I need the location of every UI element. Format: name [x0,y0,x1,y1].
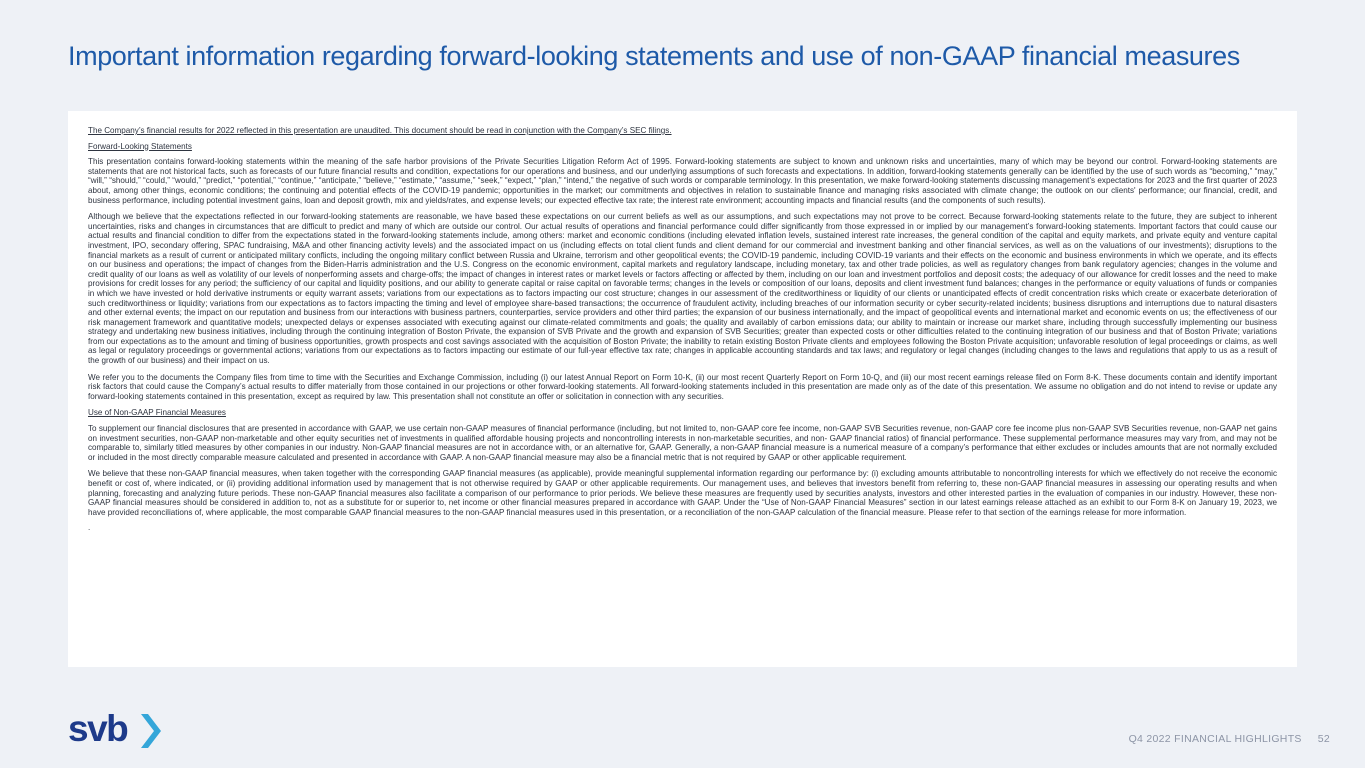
forward-looking-heading: Forward-Looking Statements [88,141,192,151]
forward-looking-paragraph-2: Although we believe that the expectations reflected in our forward-looking statements are reasonable, we have based these expectations on our current beliefs as well as our assumptions, and such expectations may not prove to be correct. Because forward-looking statements relate to the future, they are subject to inherent uncertainties, risks and changes in circumstances that are difficult to predict and many of which are outside our control. Our actual results of operations and financial performance could differ significantly from those expressed in or implied by our management’s forward-looking statements. Important factors that could cause our actual results and financial condition to differ from the expectations stated in the forward-looking statements include, among others: market and economic conditions (including elevated inflation levels, sustained interest rate increases, the general condition of the capital and equity markets, and private equity and venture capital investment, IPO, secondary offering, SPAC fundraising, M&A and other financing activity levels) and the associated impact on us (including effects on total client funds and client demand for our commercial and investment banking and other financial services, as well as on the valuations of our investments); disruptions to the financial markets as a result of current or anticipated military conflicts, including the ongoing military conflict between Russia and Ukraine, terrorism and other geopolitical events; the COVID-19 pandemic, including COVID-19 variants and their effects on the economic and business environments in which we operate, and its effects on our business and operations; the impact of changes from the Biden-Harris administration and the U.S. Congress on the economic environment, capital markets and regulatory landscape, including monetary, tax and other trade policies, as well as regulatory changes from bank regulatory agencies; changes in the volume and credit quality of our loans as well as volatility of our levels of nonperforming assets and charge-offs; the impact of changes in interest rates or market levels or factors affecting or affected by them, including on our loan and investment portfolios and deposit costs; the adequacy of our allowance for credit losses and the need to make provisions for credit losses for any period; the sufficiency of our capital and liquidity positions, and our ability to generate capital or raise capital on favorable terms; changes in the levels or composition of our loans, deposits and client investment fund balances; changes in the performance or equity valuations of funds or companies in which we have invested or hold derivative instruments or equity warrant assets; variations from our expectations as to factors impacting our cost structure; changes in our assessment of the creditworthiness or liquidity of our clients or unanticipated effects of credit concentration risks which create or exacerbate deterioration of such creditworthiness or liquidity; variations from our expectations as to factors impacting the timing and level of employee share-based transactions; the occurrence of fraudulent activity, including breaches of our information security or cyber security-related incidents; business disruptions and interruptions due to natural disasters and other external events; the impact on our reputation and business from our interactions with business partners, counterparties, service providers and other third parties; the expansion of our business internationally, and the impact of geopolitical events and international market and economic events on us; the effectiveness of our risk management framework and quantitative models; unexpected delays or expenses associated with executing against our climate-related commitments and goals; the quality and availably of carbon emissions data; our ability to maintain or increase our market share, including through successfully implementing our business strategy and undertaking new business initiatives, including through the continuing integration of Boston Private, the expansion of SVB Private and the growth and expansion of SVB Securities; greater than expected costs or other difficulties related to the continuing integration of our business and that of Boston Private; variations from our expectations as to the amount and timing of business opportunities, growth prospects and cost savings associated with the acquisition of Boston Private; the inability to retain existing Boston Private clients and employees following the Boston Private acquisition; unfavorable resolution of legal proceedings or claims, as well as legal or regulatory proceedings or governmental actions; variations from our expectations as to factors impacting our estimate of our full-year effective tax rate; changes in applicable accounting standards and tax laws; and regulatory or legal changes (including changes to the laws and regulations that apply to us as a result of the growth of our business) and their impact on us. [88,212,1277,366]
intro-note: The Company’s financial results for 2022 reflected in this presentation are unaudited. This document should be read in conjunction with the Company’s SEC filings. [88,126,672,135]
logo-text: svb [68,710,128,749]
chevron-right-icon [141,714,161,748]
svb-logo [68,710,164,752]
page-number: 52 [1317,733,1330,745]
trailing-mark: . [88,523,91,533]
disclaimer-panel [68,111,1297,667]
forward-looking-paragraph-3: We refer you to the documents the Company files from time to time with the Securities and Exchange Commission, including (i) our latest Annual Report on Form 10-K, (ii) our most recent Quarterly Report on Form 10-Q, and (iii) our most recent earnings release filed on Form 8-K. These documents contain and identify important risk factors that could cause the Company’s actual results to differ materially from those contained in our projections or other forward-looking statements. All forward-looking statements included in this presentation are made only as of the date of this presentation. We assume no obligation and do not intend to revise or update any forward-looking statements contained in this presentation, except as required by law. This presentation shall not constitute an offer or solicitation in connection with any securities. [88,372,1277,401]
slide-footer [1000,733,1330,745]
non-gaap-paragraph-1: To supplement our financial disclosures that are presented in accordance with GAAP, we use certain non-GAAP measures of financial performance (including, but not limited to, non-GAAP core fee income, non-GAAP SVB Securities revenue, non-GAAP core fee income plus non-GAAP SVB Securities revenue, non-GAAP net gains on investment securities, non-GAAP non-marketable and other equity securities net of investments in qualified affordable housing projects and noncontrolling interests in non-marketable securities, and non- GAAP financial ratios) of financial performance. These supplemental performance measures may vary from, and may not be comparable to, similarly titled measures by other companies in our industry. Non-GAAP financial measures are not in accordance with, or an alternative for, GAAP. Generally, a non-GAAP financial measure is a numerical measure of a company’s performance that either excludes or includes amounts that are not normally excluded or included in the most directly comparable measure calculated and presented in accordance with GAAP. A non-GAAP financial measure may also be a financial metric that is not required by GAAP or other applicable requirement. [88,424,1277,462]
page-title: Important information regarding forward-looking statements and use of non-GAAP financial measures [68,41,1240,71]
footer-label: Q4 2022 FINANCIAL HIGHLIGHTS [1128,733,1302,745]
forward-looking-paragraph-1: This presentation contains forward-looking statements within the meaning of the safe harbor provisions of the Private Securities Litigation Reform Act of 1995. Forward-looking statements are subject to known and unknown risks and uncertainties, many of which may be beyond our control. Forward-looking statements are statements that are not historical facts, such as forecasts of our future financial results and condition, expectations for our operations and business, and our underlying assumptions of such forecasts and expectations. In addition, forward-looking statements generally can be identified by the use of such words as “becoming,” “may,” “will,” “should,” “could,” “would,” “predict,” “potential,” “continue,” “anticipate,” “believe,” “estimate,” “assume,” “seek,” “expect,” “plan,” “intend,” the negative of such words or comparable terminology. In this presentation, we make forward-looking statements discussing management’s expectations for 2023 and the first quarter of 2023 about, among other things, economic conditions; the continuing and potential effects of the COVID-19 pandemic; opportunities in the market; our commitments and objectives in relation to sustainable finance and managing risks associated with climate change; the outlook on our clients' performance; our financial, credit, and business performance, including potential investment gains, loan and deposit growth, mix and yields/rates, and expense levels; our expected effective tax rate; the interest rate environment; accounting impacts and financial results (and the components of such results). [88,157,1277,205]
non-gaap-paragraph-2: We believe that these non-GAAP financial measures, when taken together with the corresponding GAAP financial measures (as applicable), provide meaningful supplemental information regarding our performance by: (i) excluding amounts attributable to noncontrolling interests for which we effectively do not receive the economic benefit or cost of, where indicated, or (ii) providing additional information used by management that is not otherwise required by GAAP or other applicable requirements. Our management uses, and believes that investors benefit from referring to, these non-GAAP financial measures in assessing our operating results and when planning, forecasting and analyzing future periods. These non-GAAP financial measures also facilitate a comparison of our performance to prior periods. We believe these measures are frequently used by securities analysts, investors and other interested parties in the evaluation of companies in our industry. However, these non-GAAP financial measures should be considered in addition to, not as a substitute for or superior to, net income or other financial measures prepared in accordance with GAAP. Under the “Use of Non-GAAP Financial Measures” section in our latest earnings release attached as an exhibit to our Form 8-K on January 19, 2023, we have provided reconciliations of, where applicable, the most comparable GAAP financial measures to the non-GAAP financial measures used in this presentation, or a reconciliation of the non-GAAP calculation of the financial measure. Please refer to that section of the earnings release for more information. [88,469,1277,517]
non-gaap-heading: Use of Non-GAAP Financial Measures [88,408,226,418]
